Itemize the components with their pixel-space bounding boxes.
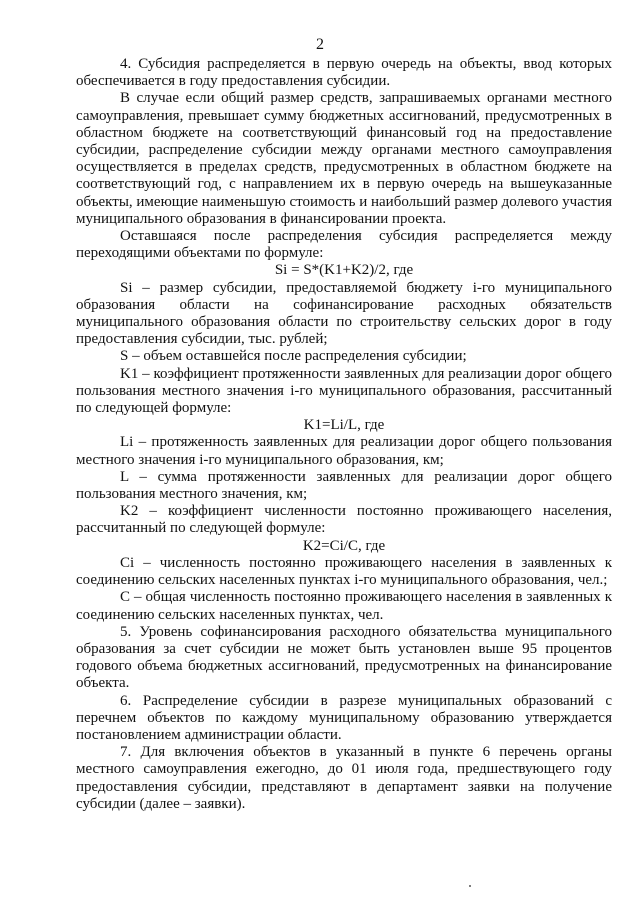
formula-k2: K2=Ci/C, где — [302, 537, 386, 554]
page-number: 2 — [316, 36, 324, 53]
paragraph-remaining-subsidy: Оставшаяся после распределения субсидия распределяется между переходящими объектами по формуле: — [76, 228, 612, 262]
definition-s: S – объем оставшейся после распределения субсидии; — [120, 348, 467, 365]
scan-speck — [469, 885, 471, 887]
definition-li: Li – протяженность заявленных для реализации дорог общего пользования местного значения i-го муниципального образования, км; — [76, 434, 612, 468]
definition-ci: Ci – численность постоянно проживающего населения в заявленных к соединению сельских населенных пунктах i-го муниципального образования, чел.; — [76, 554, 612, 589]
formula-k1: K1=Li/L, где — [303, 417, 385, 434]
definition-l: L – сумма протяженности заявленных для реализации дорог общего пользования местного значения, км; — [76, 468, 612, 503]
paragraph-4: 4. Субсидия распределяется в первую очередь на объекты, ввод которых обеспечивается в году предоставления субсидии. — [76, 56, 612, 90]
definition-k2: K2 – коэффициент численности постоянно проживающего населения, рассчитанный по следующей формуле: — [76, 503, 612, 537]
paragraph-5: 5. Уровень софинансирования расходного обязательства муниципального образования за счет субсидии не может быть установлен выше 95 процентов годового объема бюджетных ассигнований, предусмотренных на финансирование объекта. — [76, 623, 612, 692]
paragraph-6: 6. Распределение субсидии в разрезе муниципальных образований с перечнем объектов по каждому муниципальному образованию утверждается постановлением администрации области. — [76, 692, 612, 743]
document-body — [76, 56, 612, 813]
definition-k1: K1 – коэффициент протяженности заявленных для реализации дорог общего пользования местного значения i-го муниципального образования, рассчитанный по следующей формуле: — [76, 365, 612, 417]
definition-si: Si – размер субсидии, предоставляемой бюджету i-го муниципального образования области на софинансирование расходных обязательств муниципального образования области по строительству сельских дорог в году предоставления субсидии, тыс. рублей; — [76, 279, 612, 348]
paragraph-7: 7. Для включения объектов в указанный в пункте 6 перечень органы местного самоуправления ежегодно, до 01 июля года, предшествующего году предоставления субсидии, представляют в департамент заявки на получение субсидии (далее – заявки). — [76, 744, 612, 812]
formula-si: Si = S*(K1+K2)/2, где — [274, 262, 414, 279]
definition-c: C – общая численность постоянно проживающего населения в заявленных к соединению сельских населенных пунктах, чел. — [76, 589, 612, 623]
paragraph-allocation-rule: В случае если общий размер средств, запрашиваемых органами местного самоуправления, превышает сумму бюджетных ассигнований, предусмотренных в областном бюджете на соответствующий финансовый год на предоставление субсидии, распределение субсидии между органами местного самоуправления осуществляется в пределах средств, предусмотренных в областном бюджете на соответствующий год, с направлением их в первую очередь на вышеуказанные объекты, имеющие наименьшую стоимость и наибольший размер долевого участия муниципального образования в финансировании проекта. — [76, 90, 613, 227]
